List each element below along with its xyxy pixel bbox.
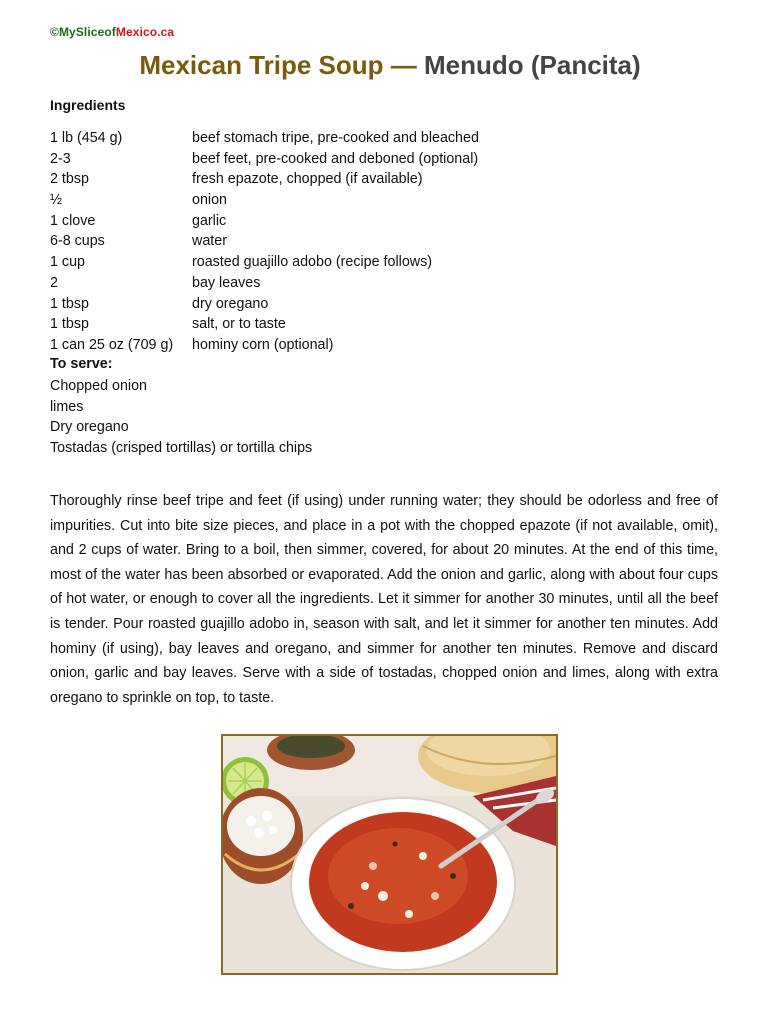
ingredient-qty: 2 tbsp	[50, 171, 89, 188]
title-spanish: Menudo (Pancita)	[423, 50, 641, 80]
serve-item: Dry oregano	[50, 419, 129, 436]
ingredient-qty: 1 cup	[50, 254, 85, 271]
recipe-title	[0, 50, 768, 81]
ingredient-desc: dry oregano	[192, 295, 269, 312]
ingredients-heading: Ingredients	[50, 97, 126, 113]
ingredient-qty: 6-8 cups	[50, 233, 105, 250]
to-serve-list	[50, 376, 312, 459]
ingredient-qty: ½	[50, 192, 62, 209]
ingredient-desc: beef stomach tripe, pre-cooked and bleached	[192, 130, 479, 146]
brand-mexico: Mexico	[115, 25, 158, 39]
ingredient-qty: 1 tbsp	[50, 316, 89, 333]
serve-item: Chopped onion	[50, 378, 147, 394]
ingredient-row	[50, 169, 610, 190]
ingredient-desc: hominy corn (optional)	[192, 336, 334, 353]
to-serve-heading: To serve:	[50, 356, 113, 372]
ingredient-qty: 1 clove	[50, 212, 96, 229]
ingredient-row	[50, 294, 610, 315]
ingredient-desc: onion	[192, 192, 227, 209]
ingredient-row	[50, 231, 610, 252]
ingredient-row	[50, 335, 610, 356]
serve-item: Tostadas (crisped tortillas) or tortilla chips	[50, 440, 313, 457]
ingredient-row	[50, 211, 610, 232]
brand-my-slice-of: MySliceof	[58, 25, 116, 39]
brand-ca: .ca	[157, 25, 175, 39]
instructions-paragraph: Thoroughly rinse beef tripe and feet (if using) under running water; they should be odorless and free of impurities. Cut into bite size pieces, and place in a pot with the chopped epazote (if not available, omit), and 2 cups of water. Bring to a boil, then simmer, covered, for about 20 minutes. At the end of this time, most of the water has been absorbed or evaporated. Add the onion and garlic, along with about four cups of hot water, or enough to cover all the ingredients. Let it simmer for another 30 minutes, until all the beef is tender. Pour roasted guajillo adobo in, season with salt, and let it simmer for another ten minutes. Add hominy (if using), bay leaves and oregano, and simmer for another ten minutes. Remove and discard onion, garlic and bay leaves. Serve with a side of tostadas, chopped onion and limes, along with extra oregano to sprinkle on top, to taste.	[50, 493, 718, 706]
ingredient-desc: beef feet, pre-cooked and deboned (optional)	[192, 150, 479, 167]
title-english: Mexican Tripe Soup —	[139, 50, 417, 80]
serve-item: limes	[50, 398, 84, 415]
ingredient-desc: garlic	[192, 212, 227, 229]
menudo-photo-illustration	[223, 736, 556, 973]
ingredient-row	[50, 314, 610, 335]
ingredient-row	[50, 190, 610, 211]
ingredient-row	[50, 128, 610, 149]
ingredient-row	[50, 149, 610, 170]
menudo-photo	[221, 734, 558, 975]
brand-copyright: ©	[50, 25, 59, 39]
ingredient-desc: salt, or to taste	[192, 316, 286, 333]
ingredient-desc: bay leaves	[192, 274, 261, 291]
ingredient-qty: 1 tbsp	[50, 295, 89, 312]
ingredient-desc: roasted guajillo adobo (recipe follows)	[192, 254, 433, 271]
ingredient-row	[50, 273, 610, 294]
ingredient-qty: 2	[50, 274, 58, 291]
ingredient-row	[50, 252, 610, 273]
ingredients-list	[50, 128, 610, 356]
ingredient-desc: water	[192, 233, 227, 250]
ingredient-qty: 2-3	[50, 150, 71, 167]
ingredient-desc: fresh epazote, chopped (if available)	[192, 171, 423, 188]
ingredient-qty: 1 can 25 oz (709 g)	[50, 336, 174, 353]
ingredient-qty: 1 lb (454 g)	[50, 130, 123, 146]
site-brand	[50, 25, 174, 39]
